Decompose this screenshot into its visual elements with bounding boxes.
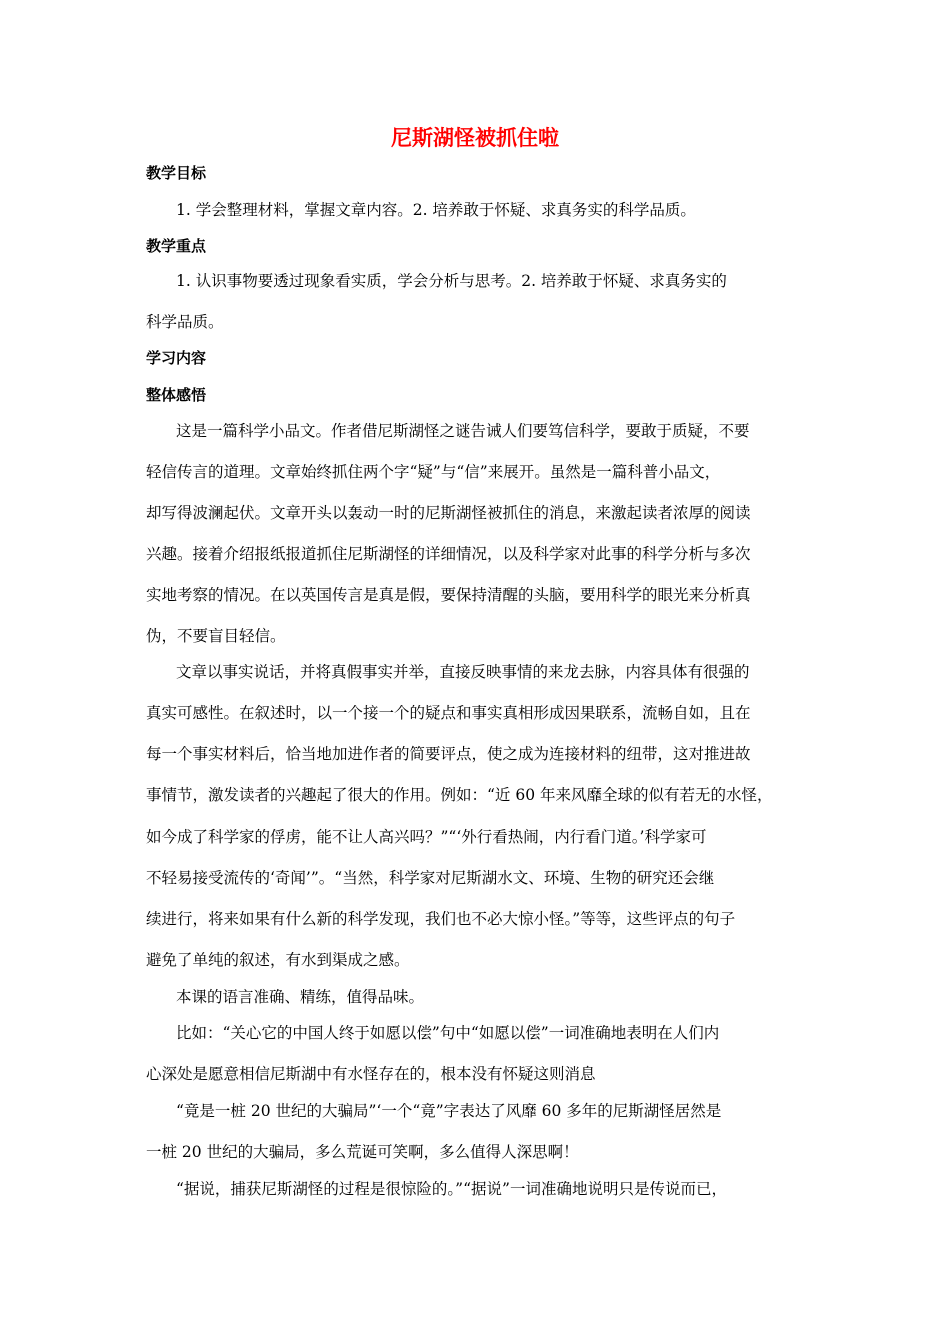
paragraph-line: 续进行，将来如果有什么新的科学发现，我们也不必大惊小怪。”等等，这些评点的句子 (146, 910, 736, 928)
heading-learning-content: 学习内容 (146, 349, 207, 367)
paragraph-line: 文章以事实说话，并将真假事实并举，直接反映事情的来龙去脉，内容具体有很强的 (176, 663, 750, 681)
paragraph-line: 真实可感性。在叙述时，以一个接一个的疑点和事实真相形成因果联系，流畅自如，且在 (146, 704, 751, 722)
paragraph-line: 1. 认识事物要透过现象看实质，学会分析与思考。2. 培养敢于怀疑、求真务实的 (176, 272, 727, 290)
paragraph-line: 兴趣。接着介绍报纸报道抓住尼斯湖怪的详细情况，以及科学家对此事的科学分析与多次 (146, 545, 751, 563)
paragraph-line: 本课的语言准确、精练，值得品味。 (176, 988, 425, 1006)
paragraph-line: 每一个事实材料后，恰当地加进作者的简要评点，使之成为连接材料的纽带，这对推进故 (146, 745, 751, 763)
document-title: 尼斯湖怪被抓住啦 (391, 126, 559, 150)
paragraph-line: 科学品质。 (146, 313, 224, 331)
heading-teaching-goals: 教学目标 (146, 164, 207, 182)
heading-key-points: 教学重点 (146, 237, 207, 255)
heading-overall-perception: 整体感悟 (146, 386, 207, 404)
paragraph-line: 不轻易接受流传的‘奇闻’”。“当然，科学家对尼斯湖水文、环境、生物的研究还会继 (146, 869, 715, 887)
paragraph-line: 如今成了科学家的俘虏，能不让人高兴吗？”“‘外行看热闹，内行看门道。’科学家可 (146, 828, 707, 846)
paragraph-line: 轻信传言的道理。文章始终抓住两个字“疑”与“信”来展开。虽然是一篇科普小品文， (146, 463, 721, 481)
paragraph-line: 避免了单纯的叙述，有水到渠成之感。 (146, 951, 410, 969)
paragraph-line: 1. 学会整理材料，掌握文章内容。2. 培养敢于怀疑、求真务实的科学品质。 (176, 201, 696, 219)
paragraph-line: “竟是一桩 20 世纪的大骗局”‘一个“竟”字表达了风靡 60 多年的尼斯湖怪居然是 (176, 1102, 722, 1120)
paragraph-line: 比如：“关心它的中国人终于如愿以偿”句中“如愿以偿”一词准确地表明在人们内 (176, 1024, 720, 1042)
paragraph-line: 一桩 20 世纪的大骗局，多么荒诞可笑啊，多么值得人深思啊！ (146, 1143, 579, 1161)
paragraph-line: 却写得波澜起伏。文章开头以轰动一时的尼斯湖怪被抓住的消息，来激起读者浓厚的阅读 (146, 504, 751, 522)
paragraph-line: 伪，不要盲目轻信。 (146, 627, 286, 645)
paragraph-line: 这是一篇科学小品文。作者借尼斯湖怪之谜告诫人们要笃信科学，要敢于质疑，不要 (176, 422, 750, 440)
paragraph-line: 心深处是愿意相信尼斯湖中有水怪存在的，根本没有怀疑这则消息 (146, 1065, 596, 1083)
paragraph-line: 事情节，激发读者的兴趣起了很大的作用。例如：“近 60 年来风靡全球的似有若无的水怪， (146, 786, 773, 804)
paragraph-line: “据说，捕获尼斯湖怪的过程是很惊险的。”“据说”一词准确地说明只是传说而已， (176, 1180, 727, 1198)
paragraph-line: 实地考察的情况。在以英国传言是真是假，要保持清醒的头脑，要用科学的眼光来分析真 (146, 586, 751, 604)
